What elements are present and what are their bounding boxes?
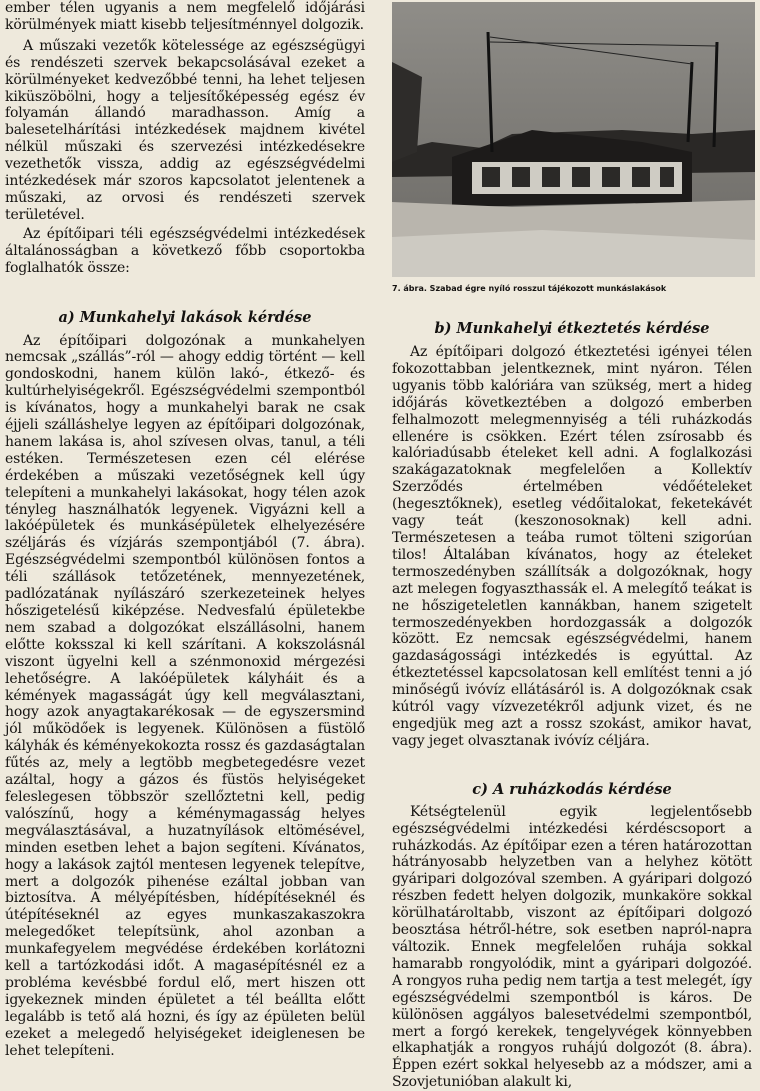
section-a-heading: a) Munkahelyi lakások kérdése [58, 308, 312, 326]
paragraph: ember télen ugyanis a nem megfelelő időjárási körülmények miatt kisebb teljesítménnyel dolgozik. [5, 0, 365, 33]
paragraph: A műszaki vezetők kötelessége az egészségügyi és rendészeti szervek bekapcsolásával ezeket a körülményeket kedvezőbbé tenni, ha lehet teljesen kiküszöbölni, hogy a teljesítőképesség egész év folyamán állandó maradhasson. Amíg a balesetelhárítási intézkedések majdnem kivétel nélkül műszaki és szervezési intézkedésekre vezethetők vissza, addig az egészségvédelmi intézkedések már szoros kapcsolatot jelentenek a műszaki, az orvosi és rendészeti szervek területével. [5, 37, 365, 223]
figure-caption: 7. ábra. Szabad égre nyíló rosszul tájékozott munkáslakások [392, 284, 667, 293]
section-c-heading: c) A ruházkodás kérdése [472, 780, 672, 798]
section-b-heading: b) Munkahelyi étkeztetés kérdése [434, 320, 710, 337]
paragraph: Kétségtelenül egyik legjelentősebb egészségvédelmi intézkedési kérdéscsoport a ruházkodás. Az építőipar ezen a téren határozottan hátrányosabb helyzetben van a helyhez kötött gyáripari dolgozóval szemben. A gyáripari dolgozó részben fedett helyen dolgozik, munkaköre sokkal körülhatároltabb, viszont az építőipari dolgozó beosztása hétről-hétre, sok esetben napról-napra változik. Ennek megfelelően ruhája sokkal hamarabb rongyolódik, mint a gyáripari dolgozóé. A rongyos ruha pedig nem tartja a test melegét, így egészségvédelmi szempontból is káros. De különösen aggályos balesetvédelmi szempontból, mert a forgó kerekek, tengelyvégek könnyebben elkaphatják a rongyos ruhájú dolgozót (8. ábra). Éppen ezért sokkal helyesebb az a módszer, ami a Szovjetunióban alakult ki, [392, 803, 752, 1091]
paragraph: Az építőipari dolgozó étkeztetési igényei télen fokozottabban jelentkeznek, mint nyáron. Télen ugyanis több kalóriára van szükség, mert a hideg időjárás következtében a dolgozó emberben felhalmozott melegmennyiség a téli ruházkodás ellenére is csökken. Ezért télen zsírosabb és kalóriadúsabb ételeket kell adni. A foglalkozási szakágazatoknak megfelelően a Kollektív Szerződés értelmében védőételeket (hegesztőknek), esetleg védőitalokat, feketekávét vagy teát (keszonosoknak) kell adni. Természetesen a teába rumot tölteni szigorúan tilos! Általában kívánatos, hogy az ételeket termoszedényben szállítsák a dolgozóknak, hogy azt melegen fogyaszthassák el. A melegítő teákat is ne hőszigeteletlen kannákban, hanem szigetelt termoszedényekben hordozgassák a dolgozók között. Ez nemcsak egészségvédelmi, hanem gazdaságossági intézkedés is egyúttal. Az étkeztetéssel kapcsolatosan kell említést tenni a jó minőségű ivóvíz ellátásáról is. A dolgozóknak csak kútról vagy vízvezetékről adjunk vizet, és ne engedjük meg azt a rossz szokást, amikor havat, vagy jeget olvasztanak ivóvíz céljára. [392, 344, 752, 749]
paragraph: Az építőipari dolgozónak a munkahelyen nemcsak „szállás”-ról — ahogy eddig történt — kell gondoskodni, hanem külön lakó-, étkező- és kultúrhelyiségekről. Egészségvédelmi szempontból is kívánatos, hogy a munkahelyi barak ne csak éjjeli szálláshelye legyen az építőipari dolgozónak, hanem lakása is, ahol szívesen olvas, tanul, a téli estéken. Természetesen ezen cél elérése érdekében a műszaki vezetőségnek kell úgy telepíteni a munkahelyi lakásokat, hogy télen azok tényleg használhatók legyenek. Vigyázni kell a lakóépületek és munkásépületek elhelyezésére széljárás és vízjárás szempontjából (7. ábra). Egészségvédelmi szempontból különösen fontos a téli szállások tetőzetének, mennyezetének, padlózatának nyílászáró szerkezeteinek helyes hőszigetelésű kiképzése. Nedvesfalú épületekbe nem szabad a dolgozókat elszállásolni, hanem előtte koksszal ki kell szárítani. A kokszolásnál viszont ügyelni kell a szénmonoxid mérgezési lehetőségre. A lakóépületek kályháit és a kémények magasságát úgy kell megválasztani, hogy azok anyagtakarékosak — de egyszersmind jól működőek is legyenek. Különösen a füstölő kályhák és kéményekokozta rossz és gazdaságtalan fűtés az, mely a legtöbb megbetegedésre vezet azáltal, hogy a gázos és füstös helyiségeket feleslegesen többször szellőztetni kell, pedig valószínű, hogy a kéménymagasság helyes megválasztásával, a huzatnyílások eltömésével, minden esetben lehet a bajon segíteni. Kívánatos, hogy a lakások zajtól mentesen legyenek telepítve, mert a dolgozók pihenése ezáltal jobban van biztosítva. A mélyépítésben, hídépítéseknél és útépítéseknél az egyes munkaszakaszokra melegedőket telepítsünk, ahol azonban a munkafegyelem megvédése érdekében korlátozni kell a tartózkodási időt. A magasépítésnél ez a probléma kevésbbé fordul elő, mert hiszen ott igyekeznek minden épületet a tél beállta előtt legalább is tető alá hozni, és így az épületen belül ezeket a melegedő helyiségeket ideiglenesen be lehet telepíteni. [5, 332, 365, 1059]
figure-7-photo [392, 2, 755, 277]
paragraph: Az építőipari téli egészségvédelmi intézkedések általánosságban a következő főbb csoportokba foglalhatók össze: [5, 225, 365, 276]
barracks-photo-icon [392, 2, 755, 277]
left-column [5, 0, 365, 1059]
right-column [392, 320, 752, 1091]
